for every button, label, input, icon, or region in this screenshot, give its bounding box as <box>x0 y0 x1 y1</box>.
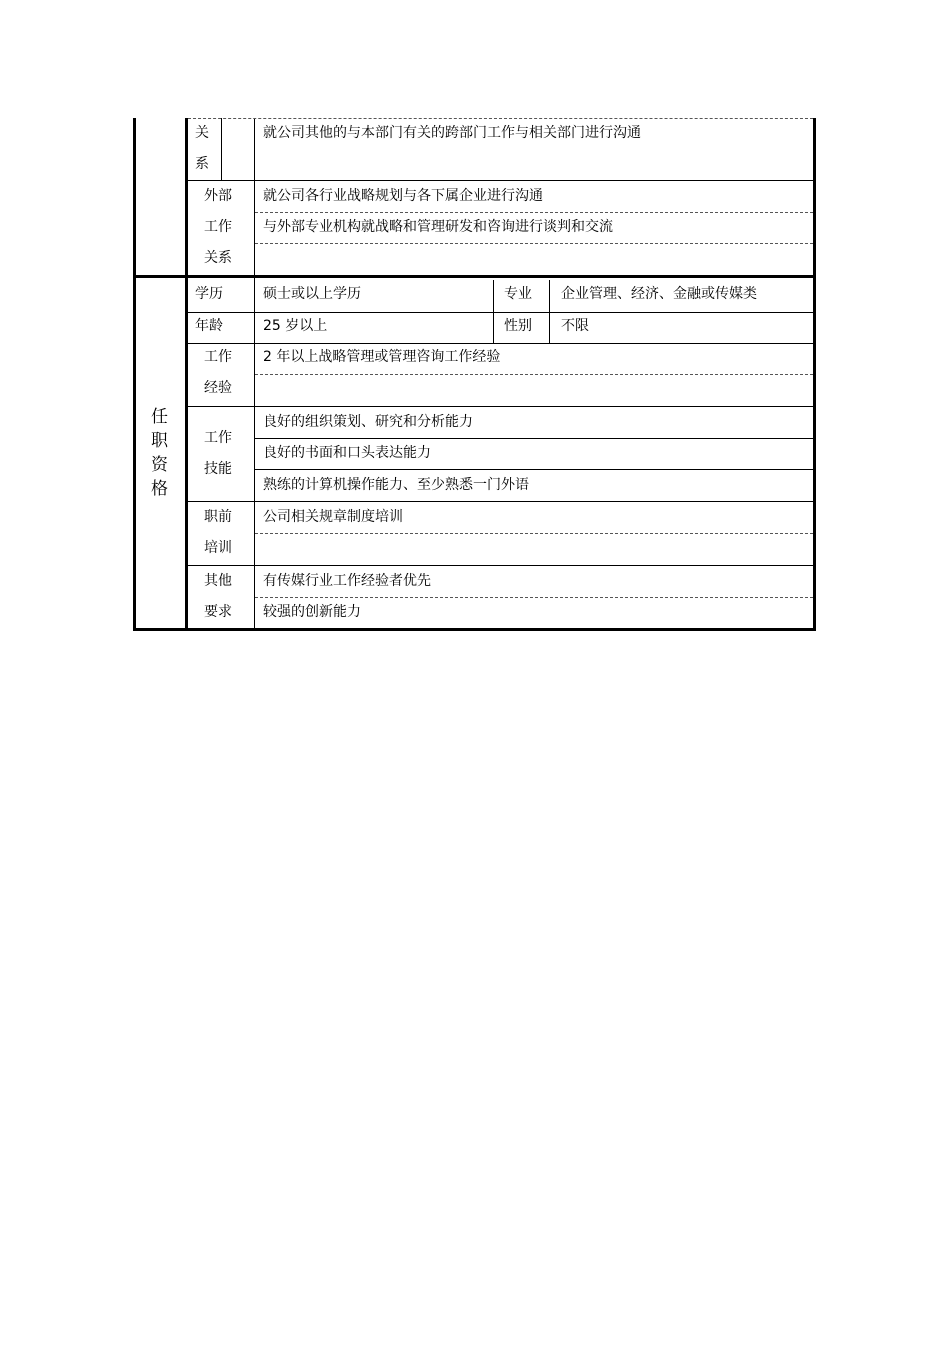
age-value: 25 岁以上 <box>263 318 328 334</box>
external-relation-label-2: 工作 <box>204 219 232 235</box>
training-label-2: 培训 <box>204 540 232 556</box>
internal-relation-label-1: 关 <box>195 125 209 141</box>
education-label: 学历 <box>195 286 223 302</box>
skills-row: 良好的组织策划、研究和分析能力 <box>263 414 473 430</box>
other-row: 有传媒行业工作经验者优先 <box>263 573 431 589</box>
row-line <box>188 406 813 407</box>
experience-label-1: 工作 <box>204 349 232 365</box>
row-line <box>188 501 813 502</box>
row-line <box>255 438 813 439</box>
skills-row: 熟练的计算机操作能力、至少熟悉一门外语 <box>263 477 529 493</box>
row-line <box>255 469 813 470</box>
row-line <box>188 343 813 344</box>
age-label: 年龄 <box>195 318 223 334</box>
section-divider-line <box>133 275 816 278</box>
table-right-border <box>813 118 816 631</box>
col-divider-small <box>221 118 222 180</box>
top-dashed-line <box>188 118 813 119</box>
qualifications-label-2: 职 <box>151 431 168 451</box>
other-row: 较强的创新能力 <box>263 604 361 620</box>
skills-label-1: 工作 <box>204 430 232 446</box>
experience-row: 2 年以上战略管理或管理咨询工作经验 <box>263 349 501 365</box>
col-divider-1 <box>185 118 188 631</box>
qualifications-label-4: 格 <box>151 479 168 499</box>
training-row: 公司相关规章制度培训 <box>263 509 403 525</box>
major-value: 企业管理、经济、金融或传媒类 <box>561 286 757 302</box>
external-relation-row: 就公司各行业战略规划与各下属企业进行沟通 <box>263 188 543 204</box>
gender-value: 不限 <box>561 318 589 334</box>
table-bottom-line <box>133 628 816 631</box>
row-line <box>188 565 813 566</box>
row-dashed-line <box>255 243 813 244</box>
internal-relation-label-2: 系 <box>195 156 209 172</box>
external-relation-row: 与外部专业机构就战略和管理研发和咨询进行谈判和交流 <box>263 219 613 235</box>
major-label: 专业 <box>504 286 532 302</box>
row-dashed-line <box>255 212 813 213</box>
other-label-1: 其他 <box>204 573 232 589</box>
row-line <box>188 312 813 313</box>
skills-row: 良好的书面和口头表达能力 <box>263 445 431 461</box>
gender-label: 性别 <box>504 318 532 334</box>
row-line <box>188 180 813 181</box>
qualifications-label-1: 任 <box>151 407 168 427</box>
external-relation-label-3: 关系 <box>204 250 232 266</box>
internal-relation-row: 就公司其他的与本部门有关的跨部门工作与相关部门进行沟通 <box>263 125 641 141</box>
table-left-border <box>133 118 136 631</box>
qualifications-label-3: 资 <box>151 455 168 475</box>
row-dashed-line <box>255 597 813 598</box>
education-value: 硕士或以上学历 <box>263 286 361 302</box>
skills-label-2: 技能 <box>204 461 232 477</box>
experience-label-2: 经验 <box>204 380 232 396</box>
training-label-1: 职前 <box>204 509 232 525</box>
row-dashed-line <box>255 374 813 375</box>
row-dashed-line <box>255 533 813 534</box>
external-relation-label-1: 外部 <box>204 188 232 204</box>
other-label-2: 要求 <box>204 604 232 620</box>
job-description-table <box>133 118 817 631</box>
